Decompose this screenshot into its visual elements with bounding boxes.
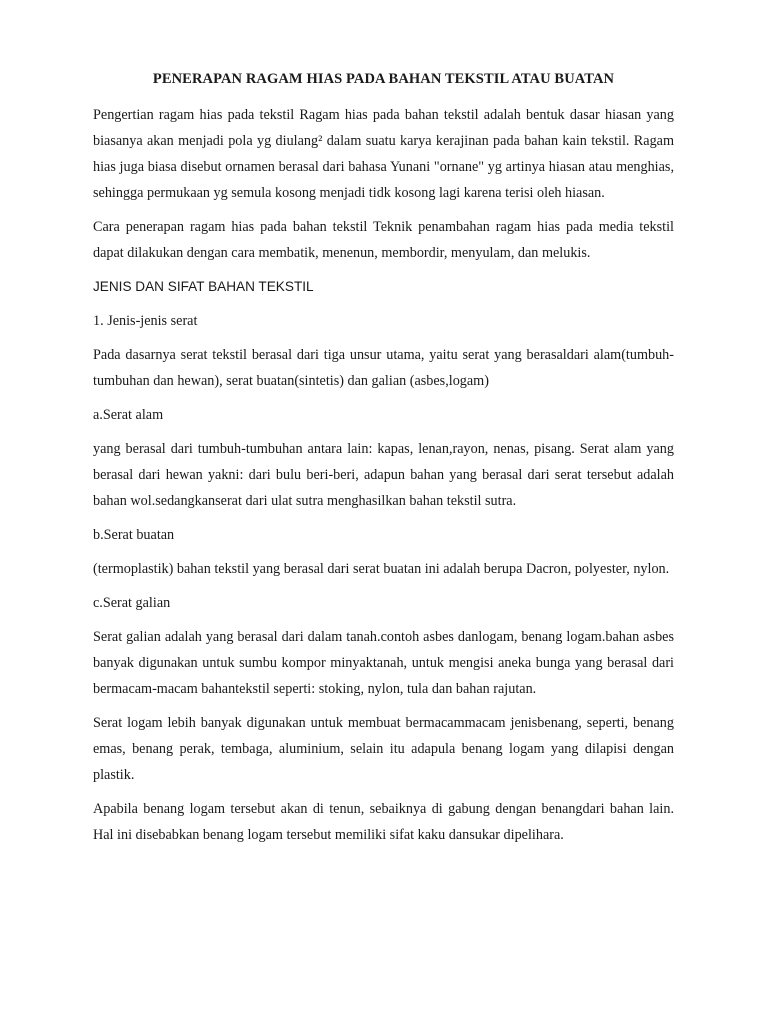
document-page <box>93 66 674 856</box>
subheading-jenis-serat: 1. Jenis-jenis serat <box>93 313 198 329</box>
subheading-serat-galian: c.Serat galian <box>93 595 171 611</box>
subheading-serat-alam: a.Serat alam <box>93 407 164 423</box>
paragraph-serat-buatan: (termoplastik) bahan tekstil yang berasal dari serat buatan ini adalah berupa Dacron, polyester, nylon. <box>93 561 670 577</box>
paragraph-cara-penerapan: Cara penerapan ragam hias pada bahan tekstil Teknik penambahan ragam hias pada media tekstil dapat dilakukan dengan cara membatik, menenun, membordir, menyulam, dan melukis. <box>93 219 674 261</box>
subheading-serat-buatan: b.Serat buatan <box>93 527 175 543</box>
paragraph-serat-logam: Serat logam lebih banyak digunakan untuk membuat bermacammacam jenisbenang, seperti, benang emas, benang perak, tembaga, aluminium, selain itu adapula benang logam yang dilapisi dengan plastik. <box>93 715 674 783</box>
paragraph-serat-galian: Serat galian adalah yang berasal dari dalam tanah.contoh asbes danlogam, benang logam.bahan asbes banyak digunakan untuk sumbu kompor minyaktanah, untuk mengisi aneka bunga yang berasal dari bermacam-macam bahantekstil seperti: stoking, nylon, tula dan bahan rajutan. <box>93 629 674 697</box>
paragraph-dasar-serat: Pada dasarnya serat tekstil berasal dari tiga unsur utama, yaitu serat yang berasaldari alam(tumbuh-tumbuhan dan hewan), serat buatan(sintetis) dan galian (asbes,logam) <box>93 347 674 389</box>
paragraph-benang-logam: Apabila benang logam tersebut akan di tenun, sebaiknya di gabung dengan benangdari bahan lain. Hal ini disebabkan benang logam tersebut memiliki sifat kaku dansukar dipelihara. <box>93 801 674 843</box>
document-title: PENERAPAN RAGAM HIAS PADA BAHAN TEKSTIL ATAU BUATAN <box>152 71 615 87</box>
paragraph-serat-alam: yang berasal dari tumbuh-tumbuhan antara lain: kapas, lenan,rayon, nenas, pisang. Serat alam yang berasal dari hewan yakni: dari bulu beri-beri, adapun bahan yang berasal dari serat tersebut adalah bahan wol.sedangkanserat dari ulat sutra menghasilkan bahan tekstil sutra. <box>93 441 674 509</box>
section-heading: JENIS DAN SIFAT BAHAN TEKSTIL <box>93 279 314 294</box>
paragraph-pengertian: Pengertian ragam hias pada tekstil Ragam hias pada bahan tekstil adalah bentuk dasar hiasan yang biasanya akan menjadi pola yg diulang² dalam suatu karya kerajinan pada bahan kain tekstil. Ragam hias juga biasa disebut ornamen berasal dari bahasa Yunani "ornane" yg artinya hiasan atau menghias, sehingga permukaan yg semula kosong menjadi tidk kosong lagi karena terisi oleh hiasan. <box>93 107 674 201</box>
